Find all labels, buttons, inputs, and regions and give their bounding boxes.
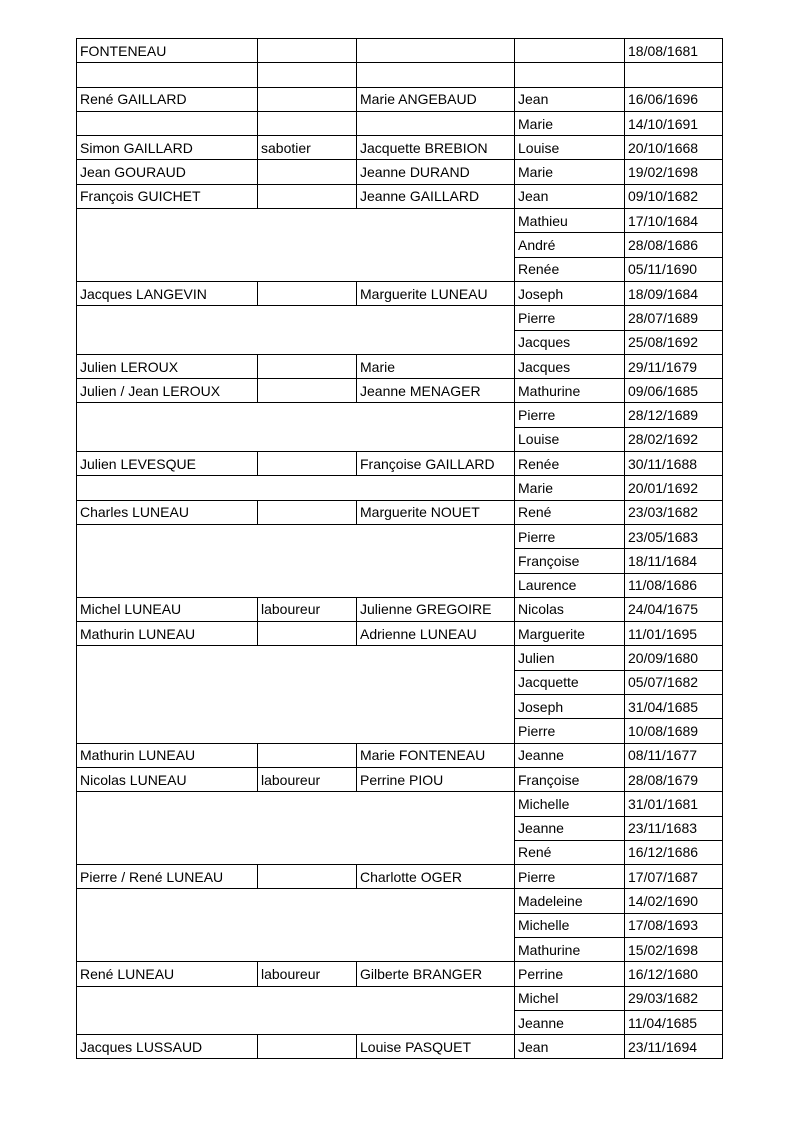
child-cell: Perrine (515, 962, 625, 986)
date-cell: 20/10/1668 (625, 136, 723, 160)
parents-merged-cell (77, 524, 515, 597)
parents-merged-cell (77, 889, 515, 962)
child-cell: Pierre (515, 524, 625, 548)
table-row (77, 160, 723, 184)
profession-cell: sabotier (258, 136, 357, 160)
table-row (77, 111, 723, 135)
child-cell: Joseph (515, 281, 625, 305)
date-cell: 28/08/1686 (625, 233, 723, 257)
table-row (77, 792, 723, 816)
table-row (77, 39, 723, 63)
child-cell: René (515, 840, 625, 864)
date-cell: 17/10/1684 (625, 209, 723, 233)
mother-cell: Charlotte OGER (357, 865, 515, 889)
date-cell: 14/02/1690 (625, 889, 723, 913)
father-cell: Mathurin LUNEAU (77, 743, 258, 767)
father-cell: FONTENEAU (77, 39, 258, 63)
table-row (77, 476, 723, 500)
child-cell: André (515, 233, 625, 257)
date-cell: 17/07/1687 (625, 865, 723, 889)
date-cell: 10/08/1689 (625, 719, 723, 743)
date-cell (625, 63, 723, 87)
table-row (77, 962, 723, 986)
child-cell: Françoise (515, 767, 625, 791)
date-cell: 17/08/1693 (625, 913, 723, 937)
mother-cell: Jacquette BREBION (357, 136, 515, 160)
child-cell: Marie (515, 476, 625, 500)
table-row (77, 743, 723, 767)
child-cell: Nicolas (515, 597, 625, 621)
table-row (77, 986, 723, 1010)
father-cell: Julien LEROUX (77, 354, 258, 378)
date-cell: 11/01/1695 (625, 622, 723, 646)
mother-cell: Louise PASQUET (357, 1035, 515, 1059)
profession-cell (258, 865, 357, 889)
table-row (77, 209, 723, 233)
child-cell: Jacques (515, 354, 625, 378)
father-cell: Jacques LUSSAUD (77, 1035, 258, 1059)
child-cell: Jacques (515, 330, 625, 354)
date-cell: 23/11/1683 (625, 816, 723, 840)
profession-cell: laboureur (258, 962, 357, 986)
father-cell: Julien LEVESQUE (77, 452, 258, 476)
child-cell: Jeanne (515, 816, 625, 840)
date-cell: 31/04/1685 (625, 695, 723, 719)
child-cell: Marie (515, 111, 625, 135)
father-cell: Mathurin LUNEAU (77, 622, 258, 646)
parents-merged-cell (77, 646, 515, 743)
child-cell: Marguerite (515, 622, 625, 646)
table-row (77, 524, 723, 548)
date-cell: 18/11/1684 (625, 549, 723, 573)
table-row (77, 403, 723, 427)
child-cell: Mathieu (515, 209, 625, 233)
profession-cell (258, 111, 357, 135)
profession-cell (258, 63, 357, 87)
mother-cell: Marguerite NOUET (357, 500, 515, 524)
date-cell: 29/03/1682 (625, 986, 723, 1010)
table-row (77, 865, 723, 889)
table-row (77, 281, 723, 305)
child-cell: Pierre (515, 403, 625, 427)
profession-cell (258, 743, 357, 767)
mother-cell: Julienne GREGOIRE (357, 597, 515, 621)
child-cell: Renée (515, 452, 625, 476)
child-cell: Marie (515, 160, 625, 184)
date-cell: 18/08/1681 (625, 39, 723, 63)
child-cell: Joseph (515, 695, 625, 719)
date-cell: 20/01/1692 (625, 476, 723, 500)
mother-cell: Marie FONTENEAU (357, 743, 515, 767)
profession-cell (258, 184, 357, 208)
father-cell: Jacques LANGEVIN (77, 281, 258, 305)
child-cell: Louise (515, 136, 625, 160)
profession-cell (258, 500, 357, 524)
father-cell: Nicolas LUNEAU (77, 767, 258, 791)
profession-cell (258, 622, 357, 646)
profession-cell: laboureur (258, 597, 357, 621)
table-row (77, 1035, 723, 1059)
father-cell: Jean GOURAUD (77, 160, 258, 184)
mother-cell (357, 63, 515, 87)
mother-cell: Marie (357, 354, 515, 378)
profession-cell (258, 87, 357, 111)
mother-cell: Jeanne MENAGER (357, 379, 515, 403)
parents-merged-cell (77, 403, 515, 452)
mother-cell: Marguerite LUNEAU (357, 281, 515, 305)
child-cell: Pierre (515, 719, 625, 743)
baptism-records-table (76, 38, 723, 1059)
date-cell: 19/02/1698 (625, 160, 723, 184)
father-cell: François GUICHET (77, 184, 258, 208)
mother-cell (357, 111, 515, 135)
parents-merged-cell (77, 306, 515, 355)
child-cell: Louise (515, 427, 625, 451)
date-cell: 15/02/1698 (625, 937, 723, 961)
child-cell: Jeanne (515, 743, 625, 767)
date-cell: 30/11/1688 (625, 452, 723, 476)
table-row (77, 646, 723, 670)
father-cell: Michel LUNEAU (77, 597, 258, 621)
profession-cell: laboureur (258, 767, 357, 791)
date-cell: 09/10/1682 (625, 184, 723, 208)
child-cell: Michelle (515, 913, 625, 937)
child-cell (515, 63, 625, 87)
child-cell: Jacquette (515, 670, 625, 694)
father-cell: Pierre / René LUNEAU (77, 865, 258, 889)
child-cell: Madeleine (515, 889, 625, 913)
child-cell: Jeanne (515, 1010, 625, 1034)
profession-cell (258, 281, 357, 305)
date-cell: 05/07/1682 (625, 670, 723, 694)
child-cell: Michelle (515, 792, 625, 816)
mother-cell: Perrine PIOU (357, 767, 515, 791)
table-row (77, 354, 723, 378)
date-cell: 18/09/1684 (625, 281, 723, 305)
table-row (77, 63, 723, 87)
parents-merged-cell (77, 476, 515, 500)
profession-cell (258, 39, 357, 63)
child-cell: Jean (515, 87, 625, 111)
date-cell: 11/08/1686 (625, 573, 723, 597)
table-row (77, 889, 723, 913)
table-row (77, 597, 723, 621)
records-body (77, 39, 723, 1059)
child-cell (515, 39, 625, 63)
child-cell: Julien (515, 646, 625, 670)
date-cell: 23/05/1683 (625, 524, 723, 548)
child-cell: Pierre (515, 865, 625, 889)
date-cell: 23/11/1694 (625, 1035, 723, 1059)
table-row (77, 306, 723, 330)
mother-cell: Gilberte BRANGER (357, 962, 515, 986)
mother-cell: Jeanne DURAND (357, 160, 515, 184)
date-cell: 05/11/1690 (625, 257, 723, 281)
date-cell: 09/06/1685 (625, 379, 723, 403)
child-cell: Renée (515, 257, 625, 281)
father-cell: Julien / Jean LEROUX (77, 379, 258, 403)
mother-cell (357, 39, 515, 63)
child-cell: Françoise (515, 549, 625, 573)
table-row (77, 379, 723, 403)
child-cell: Jean (515, 1035, 625, 1059)
profession-cell (258, 354, 357, 378)
date-cell: 20/09/1680 (625, 646, 723, 670)
profession-cell (258, 160, 357, 184)
father-cell: René GAILLARD (77, 87, 258, 111)
profession-cell (258, 1035, 357, 1059)
mother-cell: Jeanne GAILLARD (357, 184, 515, 208)
profession-cell (258, 452, 357, 476)
date-cell: 28/07/1689 (625, 306, 723, 330)
date-cell: 14/10/1691 (625, 111, 723, 135)
child-cell: Mathurine (515, 937, 625, 961)
date-cell: 28/02/1692 (625, 427, 723, 451)
date-cell: 08/11/1677 (625, 743, 723, 767)
date-cell: 28/12/1689 (625, 403, 723, 427)
father-cell: Charles LUNEAU (77, 500, 258, 524)
child-cell: René (515, 500, 625, 524)
date-cell: 31/01/1681 (625, 792, 723, 816)
date-cell: 16/12/1680 (625, 962, 723, 986)
mother-cell: Adrienne LUNEAU (357, 622, 515, 646)
parents-merged-cell (77, 986, 515, 1035)
mother-cell: Marie ANGEBAUD (357, 87, 515, 111)
mother-cell: Françoise GAILLARD (357, 452, 515, 476)
date-cell: 28/08/1679 (625, 767, 723, 791)
date-cell: 16/12/1686 (625, 840, 723, 864)
date-cell: 24/04/1675 (625, 597, 723, 621)
parents-merged-cell (77, 792, 515, 865)
child-cell: Jean (515, 184, 625, 208)
date-cell: 11/04/1685 (625, 1010, 723, 1034)
table-row (77, 136, 723, 160)
date-cell: 16/06/1696 (625, 87, 723, 111)
table-row (77, 622, 723, 646)
child-cell: Pierre (515, 306, 625, 330)
profession-cell (258, 379, 357, 403)
table-row (77, 184, 723, 208)
table-row (77, 87, 723, 111)
child-cell: Michel (515, 986, 625, 1010)
date-cell: 25/08/1692 (625, 330, 723, 354)
child-cell: Mathurine (515, 379, 625, 403)
date-cell: 23/03/1682 (625, 500, 723, 524)
father-cell (77, 63, 258, 87)
table-row (77, 767, 723, 791)
parents-merged-cell (77, 209, 515, 282)
father-cell: René LUNEAU (77, 962, 258, 986)
child-cell: Laurence (515, 573, 625, 597)
father-cell (77, 111, 258, 135)
date-cell: 29/11/1679 (625, 354, 723, 378)
table-row (77, 500, 723, 524)
table-row (77, 452, 723, 476)
father-cell: Simon GAILLARD (77, 136, 258, 160)
